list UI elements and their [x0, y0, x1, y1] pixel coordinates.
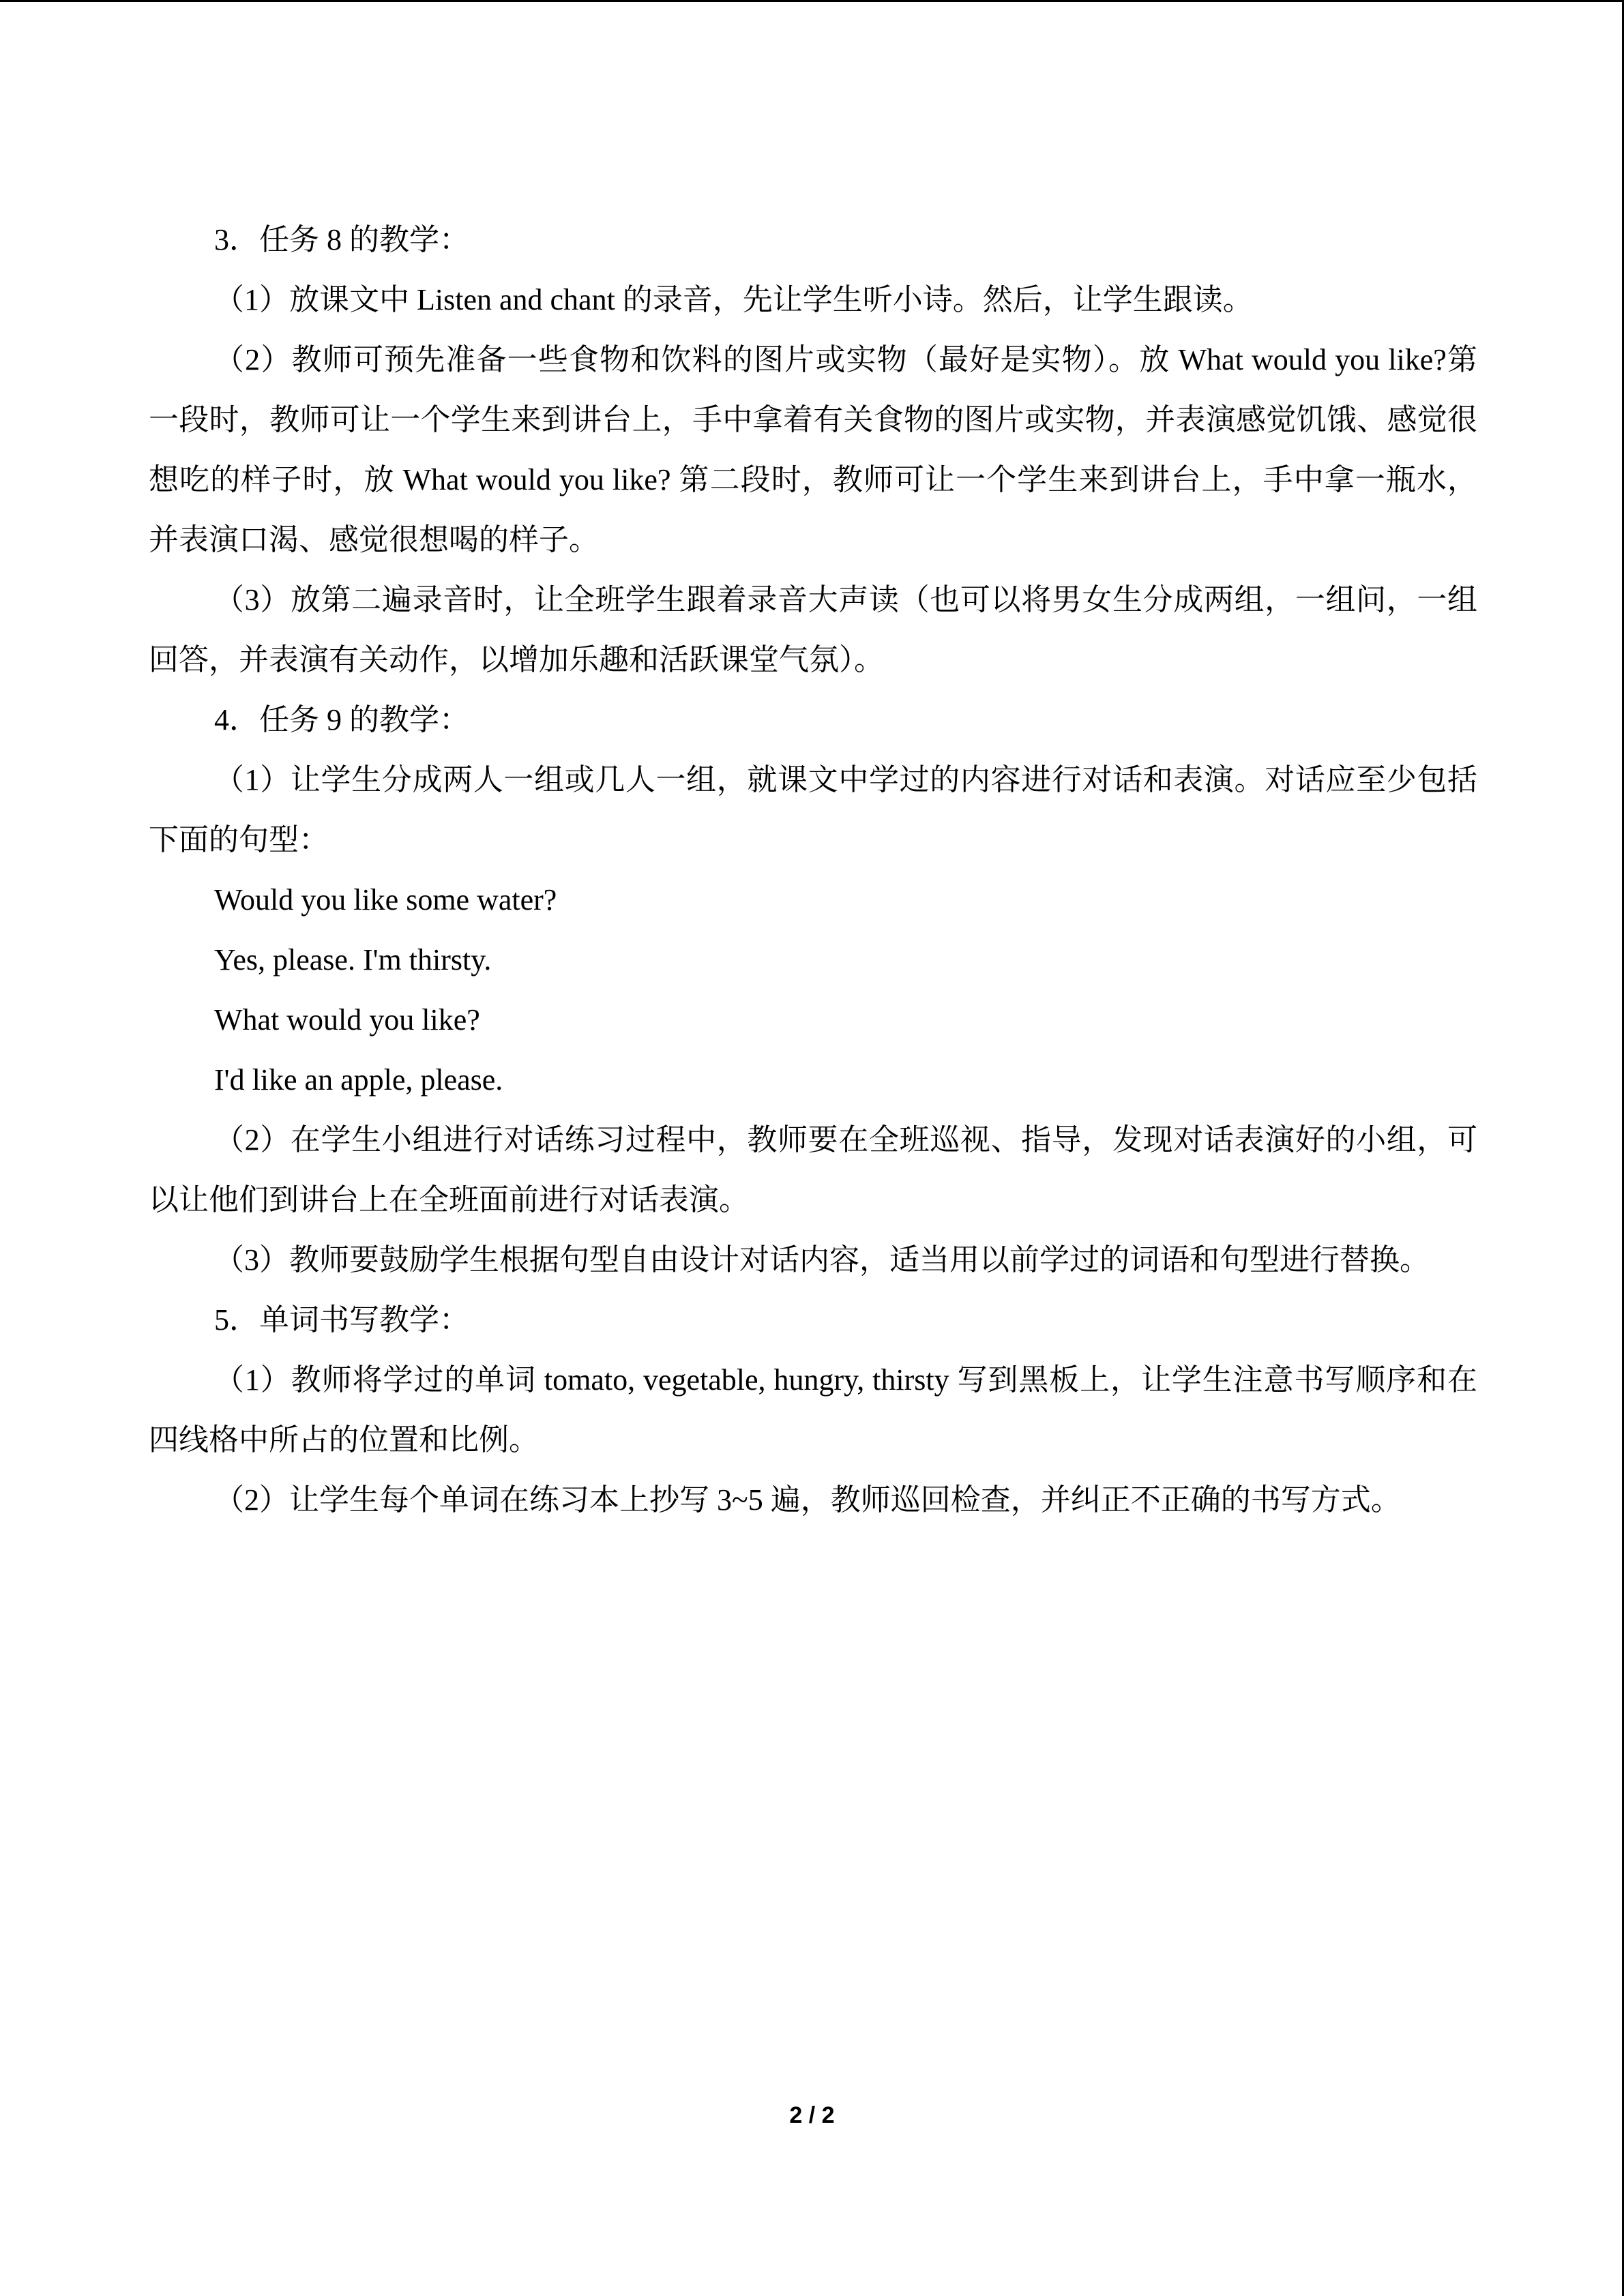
paragraph-group-practice: （2）在学生小组进行对话练习过程中，教师要在全班巡视、指导，发现对话表演好的小组，可以让他们到讲台上在全班面前进行对话表演。: [149, 1123, 1477, 1217]
example-sentence: I'd like an apple, please.: [214, 1063, 503, 1097]
paragraph-copy-words: （2）让学生每个单词在练习本上抄写 3~5 遍，教师巡回检查，并纠正不正确的书写方式。: [214, 1483, 1401, 1517]
paragraph-free-design: （3）教师要鼓励学生根据句型自由设计对话内容，适当用以前学过的词语和句型进行替换。: [214, 1243, 1430, 1277]
document-body: [149, 210, 1477, 1530]
example-sentence: Would you like some water?: [214, 883, 557, 916]
example-sentence: What would you like?: [214, 1003, 480, 1037]
section-heading-word-writing: 5．单词书写教学：: [214, 1303, 469, 1337]
paragraph-listen-and-chant: （1）放课文中 Listen and chant 的录音，先让学生听小诗。然后，让学生跟读。: [214, 283, 1253, 316]
page-number: 2 / 2: [789, 2102, 835, 2128]
paragraph-group-dialogue: （1）让学生分成两人一组或几人一组，就课文中学过的内容进行对话和表演。对话应至少包括下面的句型：: [149, 763, 1477, 856]
page-top-border: [0, 0, 1624, 2]
example-sentence: Yes, please. I'm thirsty.: [214, 943, 492, 976]
paragraph-food-pictures: （2）教师可预先准备一些食物和饮料的图片或实物（最好是实物）。放 What would you like?第一段时，教师可让一个学生来到讲台上，手中拿着有关食物的图片或实物，并表演感觉饥饿、感觉很想吃的样子时，放 What would you like? 第二段时，教师可让一个学生来到讲台上，手中拿一瓶水，并表演口渴、感觉很想喝的样子。: [149, 343, 1477, 556]
section-heading-task-8: 3．任务 8 的教学：: [214, 223, 469, 256]
paragraph-blackboard-words: （1）教师将学过的单词 tomato, vegetable, hungry, thirsty 写到黑板上，让学生注意书写顺序和在四线格中所占的位置和比例。: [149, 1363, 1477, 1457]
paragraph-second-recording: （3）放第二遍录音时，让全班学生跟着录音大声读（也可以将男女生分成两组，一组问，一组回答，并表演有关动作，以增加乐趣和活跃课堂气氛）。: [149, 583, 1477, 676]
section-heading-task-9: 4．任务 9 的教学：: [214, 703, 469, 736]
